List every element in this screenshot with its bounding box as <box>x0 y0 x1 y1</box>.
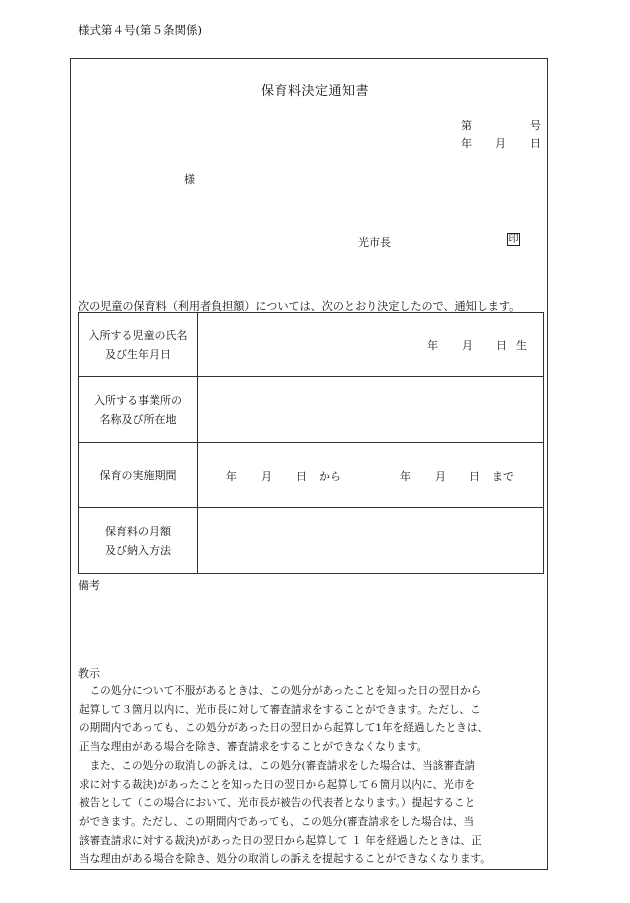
instruction-line: 正当な理由がある場合を除き、審査請求をすることができなくなります。 <box>79 741 428 754</box>
issuer-name: 光市長 <box>358 236 391 249</box>
instruction-line: 求に対する裁決)があったことを知った日の翌日から起算して６箇月以内に、光市を <box>79 778 475 791</box>
period-from: から <box>319 470 341 483</box>
instruction-text <box>79 682 491 869</box>
end-month: 月 <box>435 470 446 483</box>
table-row <box>79 313 544 377</box>
child-value-cell <box>198 313 544 377</box>
row-label-fee: 保育料の月額 及び納入方法 <box>79 508 198 574</box>
instruction-label: 教示 <box>78 667 100 680</box>
table-row <box>79 508 544 574</box>
table-row <box>79 443 544 508</box>
instruction-line: また、この処分の取消しの訴えは、この処分(審査請求をした場合は、当該審査請 <box>79 759 476 772</box>
instruction-line: 被告として（この場合において、光市長が被告の代表者となります。）提起すること <box>79 797 476 810</box>
remarks-label: 備考 <box>78 579 100 592</box>
instruction-line: 該審査請求に対する裁決)があった日の翌日から起算して １ 年を経過したときは、正 <box>79 834 482 847</box>
instruction-line: ができます。ただし、この期間内であっても、この処分(審査請求をした場合は、当 <box>79 815 475 828</box>
instruction-line: の期間内であっても、この処分があった日の翌日から起算して1年を経過したときは、 <box>79 722 489 735</box>
birth-suffix: 生 <box>516 339 527 352</box>
intro-text: 次の児童の保育料（利用者負担額）については、次のとおり決定したので、通知します。 <box>78 300 521 313</box>
start-day: 日 <box>296 470 307 483</box>
end-day: 日 <box>469 470 480 483</box>
instruction-line: この処分について不服があるときは、この処分があったことを知った日の翌日から <box>79 685 482 697</box>
period-value-cell <box>198 443 544 508</box>
end-year: 年 <box>400 470 411 483</box>
instruction-line: 当な理由がある場合を除き、処分の取消しの訴えを提起することができなくなります。 <box>79 853 491 866</box>
birth-day: 日 <box>496 339 507 352</box>
row-label-child: 入所する児童の氏名 及び生年月日 <box>79 313 198 377</box>
birth-year: 年 <box>427 339 438 352</box>
date-day: 日 <box>530 137 541 150</box>
row-label-facility: 入所する事業所の 名称及び所在地 <box>79 377 198 443</box>
fee-value-cell <box>198 508 544 574</box>
number-prefix: 第 <box>461 119 472 132</box>
row-label-period: 保育の実施期間 <box>79 443 198 508</box>
document-title: 保育料決定通知書 <box>260 84 369 99</box>
start-year: 年 <box>226 470 237 483</box>
facility-value-cell <box>198 377 544 443</box>
date-year: 年 <box>461 137 472 150</box>
form-id: 様式第４号(第５条関係) <box>78 23 202 37</box>
number-suffix: 号 <box>530 119 541 132</box>
table-row <box>79 377 544 443</box>
period-to: まで <box>492 470 514 483</box>
instruction-line: 起算して３箇月以内に、光市長に対して審査請求をすることができます。ただし、こ <box>79 703 481 716</box>
details-table <box>78 312 544 574</box>
addressee-suffix: 様 <box>184 173 195 186</box>
start-month: 月 <box>261 470 272 483</box>
birth-month: 月 <box>462 339 473 352</box>
seal-mark: 印 <box>508 234 519 245</box>
date-month: 月 <box>495 137 506 150</box>
